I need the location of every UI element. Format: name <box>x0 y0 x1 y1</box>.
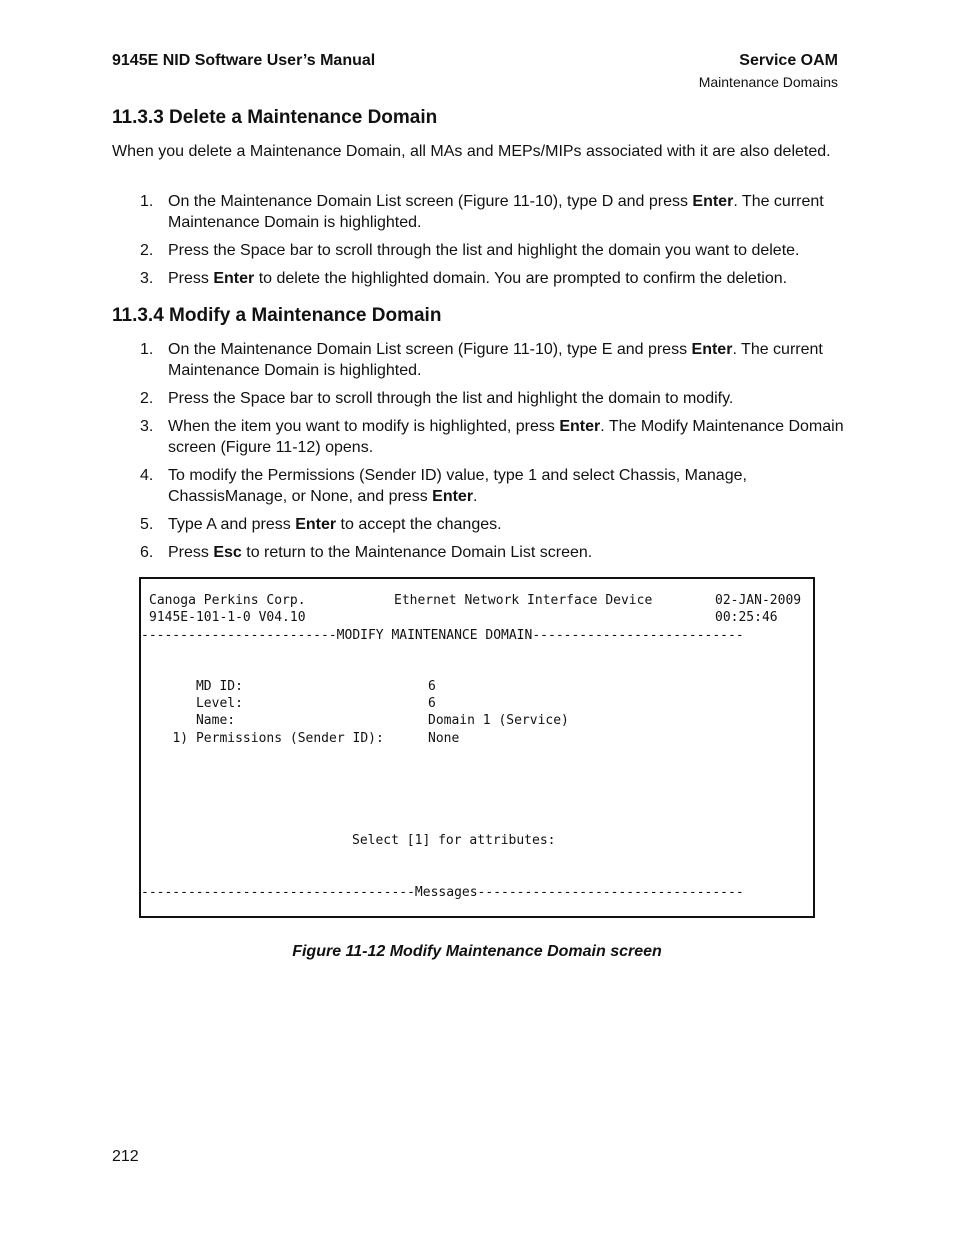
list-item: 6. Press Esc to return to the Maintenance Domain List screen. <box>140 544 593 561</box>
intro-paragraph: When you delete a Maintenance Domain, all MAs and MEPs/MIPs associated with it are also deleted. <box>112 143 831 160</box>
terminal-messages-bar: -----------------------------------Messages---------------------------------- <box>141 885 744 900</box>
manual-title: 9145E NID Software User’s Manual <box>112 52 376 69</box>
list-item: 2. Press the Space bar to scroll through the list and highlight the domain you want to delete. <box>140 242 800 259</box>
terminal-date: 02-JAN-2009 <box>715 593 802 608</box>
page-number: 212 <box>112 1148 139 1165</box>
field-label: Name: <box>149 713 236 728</box>
list-item: 2. Press the Space bar to scroll through the list and highlight the domain to modify. <box>140 390 734 407</box>
list-item: 1. On the Maintenance Domain List screen (Figure 11-10), type D and press Enter. The current Maintenance Domain is highlighted. <box>140 193 824 231</box>
terminal-screen <box>139 577 815 918</box>
delete-steps-list <box>112 191 847 296</box>
subsection-title: Maintenance Domains <box>698 74 838 90</box>
list-item: 3. When the item you want to modify is highlighted, press Enter. The Modify Maintenance Domain screen (Figure 11-12) opens. <box>140 418 844 456</box>
running-header <box>699 52 838 90</box>
section-heading-modify: 11.3.4 Modify a Maintenance Domain <box>112 305 442 326</box>
field-value: None <box>428 731 460 746</box>
list-item: 4. To modify the Permissions (Sender ID) value, type 1 and select Chassis, Manage, ChassisManage, or None, and press Enter. <box>140 467 747 505</box>
list-item: 5. Type A and press Enter to accept the changes. <box>140 516 502 533</box>
terminal-time: 00:25:46 <box>715 610 778 625</box>
list-item: 1. On the Maintenance Domain List screen (Figure 11-10), type E and press Enter. The current Maintenance Domain is highlighted. <box>140 341 823 379</box>
terminal-prompt: Select [1] for attributes: <box>352 833 556 848</box>
field-value: 6 <box>428 696 436 711</box>
field-label: Level: <box>149 696 243 711</box>
section-heading-delete: 11.3.3 Delete a Maintenance Domain <box>112 107 438 128</box>
modify-steps-list <box>112 339 847 570</box>
terminal-company: Canoga Perkins Corp. <box>149 593 306 608</box>
field-label: 1) Permissions (Sender ID): <box>149 731 384 746</box>
terminal-model: 9145E-101-1-0 V04.10 <box>149 610 306 625</box>
field-value: 6 <box>428 679 436 694</box>
list-item: 3. Press Enter to delete the highlighted domain. You are prompted to confirm the deletion. <box>140 270 788 287</box>
figure-caption: Figure 11-12 Modify Maintenance Domain screen <box>292 943 662 960</box>
terminal-title-bar: -------------------------MODIFY MAINTENANCE DOMAIN--------------------------- <box>141 628 744 643</box>
field-label: MD ID: <box>149 679 243 694</box>
section-title: Service OAM <box>739 52 838 69</box>
field-value: Domain 1 (Service) <box>428 713 569 728</box>
terminal-product: Ethernet Network Interface Device <box>394 593 653 608</box>
